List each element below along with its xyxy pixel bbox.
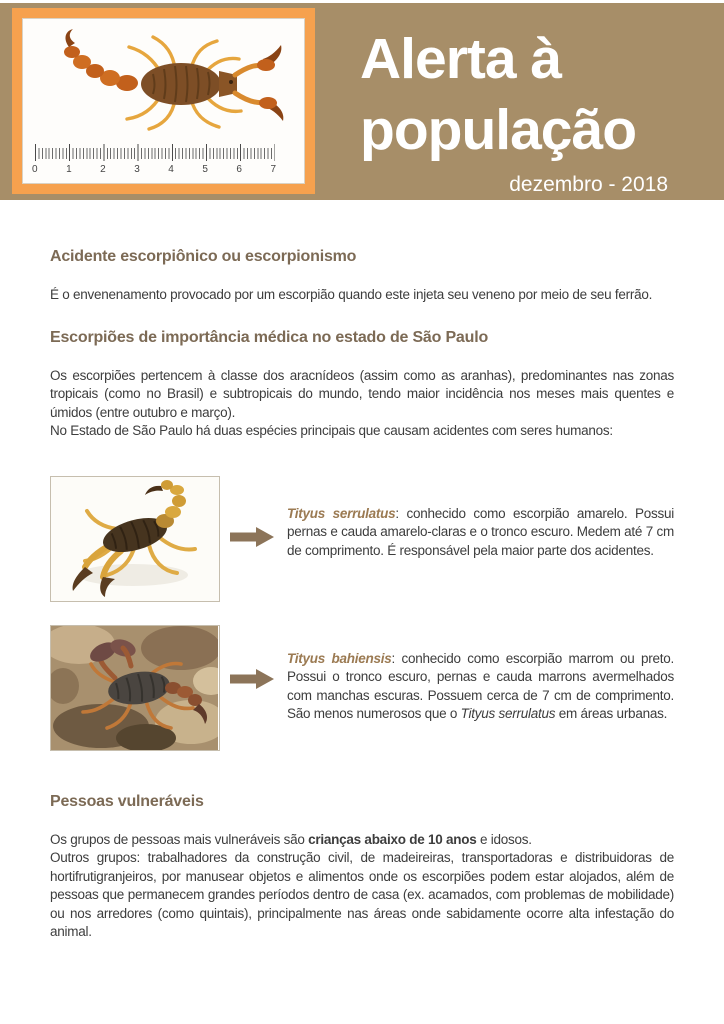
heading-medical-importance: Escorpiões de importância médica no estado de São Paulo	[50, 328, 489, 346]
paragraph-vulnerable-1	[50, 831, 674, 850]
page-title-line2: população	[360, 98, 637, 162]
header-scorpion-photo-frame	[12, 8, 315, 194]
ruler-number: 0	[32, 164, 38, 175]
page-title-line1: Alerta à	[360, 27, 562, 91]
paragraph-vulnerable-2: Outros grupos: trabalhadores da construção civil, de madeireiras, transportadoras e distribuidoras de hortifrutigranjeiros, por manusear objetos e alimentos onde os escorpiões podem estar alojados, além de pessoas que permanecem grandes períodos dentro de casa (ex. acamados, com problemas de mobilidade) ou nos arredores (como quintais), principalmente nas áreas onde sabidamente ocorre alta infestação do animal.	[50, 850, 674, 939]
ruler-number: 7	[270, 164, 276, 175]
arrow-right-icon	[230, 669, 274, 694]
paragraph-accident: É o envenenamento provocado por um escorpião quando este injeta seu veneno por meio de seu ferrão.	[50, 287, 653, 302]
bahiensis-name: Tityus bahiensis	[287, 650, 392, 666]
ruler-number: 3	[134, 164, 140, 175]
yellow-scorpion-illustration	[51, 477, 219, 601]
header-banner	[0, 3, 724, 200]
ruler	[32, 144, 276, 175]
paragraph-medical-1: Os escorpiões pertencem à classe dos aracnídeos (assim como as aranhas), predominantes nas zonas tropicais (como no Brasil) e subtropicais do mundo, tendo maior incidência nos meses mais quentes e úmidos (entre outubro e março).	[50, 367, 674, 420]
header-scorpion-photo	[22, 18, 305, 184]
bahiensis-photo	[50, 625, 220, 751]
serrulatus-photo	[50, 476, 220, 602]
scorpion-top-view-illustration	[23, 19, 304, 157]
serrulatus-name: Tityus serrulatus	[287, 505, 396, 521]
issue-date: dezembro - 2018	[509, 173, 668, 196]
header-title-block	[315, 3, 724, 200]
species-row-serrulatus	[50, 476, 674, 602]
species-row-bahiensis	[50, 625, 674, 751]
ruler-numbers	[32, 164, 276, 175]
serrulatus-description	[287, 505, 674, 561]
heading-vulnerable: Pessoas vulneráveis	[50, 792, 204, 810]
page-title	[360, 24, 724, 166]
ruler-number: 5	[202, 164, 208, 175]
paragraph-medical-2: No Estado de São Paulo há duas espécies principais que causam acidentes com seres humanos:	[50, 423, 613, 438]
bahiensis-text-1: : conhecido como escorpião marrom ou preto. Possui o tronco escuro, pernas e cauda marrons avermelhados com manchas escuras. Possuem cerca de 7 cm de comprimento. São menos numerosos que o	[287, 650, 674, 721]
bahiensis-text-italic: Tityus serrulatus	[460, 706, 556, 721]
ruler-number: 1	[66, 164, 72, 175]
ruler-number: 2	[100, 164, 106, 175]
vulnerable-text-1: Os grupos de pessoas mais vulneráveis são	[50, 831, 309, 847]
ruler-ticks	[35, 144, 275, 163]
heading-accident: Acidente escorpiônico ou escorpionismo	[50, 248, 357, 265]
brown-scorpion-illustration	[51, 626, 218, 750]
serrulatus-text: : conhecido como escorpião amarelo. Possui pernas e cauda amarelo-claras e o tronco escuro. Medem até 7 cm de comprimento. É responsável pela maior parte dos acidentes.	[287, 505, 674, 558]
bahiensis-text-2: em áreas urbanas.	[555, 706, 668, 721]
arrow-right-icon	[230, 527, 274, 552]
ruler-number: 4	[168, 164, 174, 175]
vulnerable-text-bold: crianças abaixo de 10 anos	[308, 831, 477, 847]
bahiensis-description	[287, 650, 674, 724]
ruler-number: 6	[236, 164, 242, 175]
vulnerable-text-2: e idosos.	[476, 831, 532, 847]
flyer-content	[0, 248, 724, 942]
